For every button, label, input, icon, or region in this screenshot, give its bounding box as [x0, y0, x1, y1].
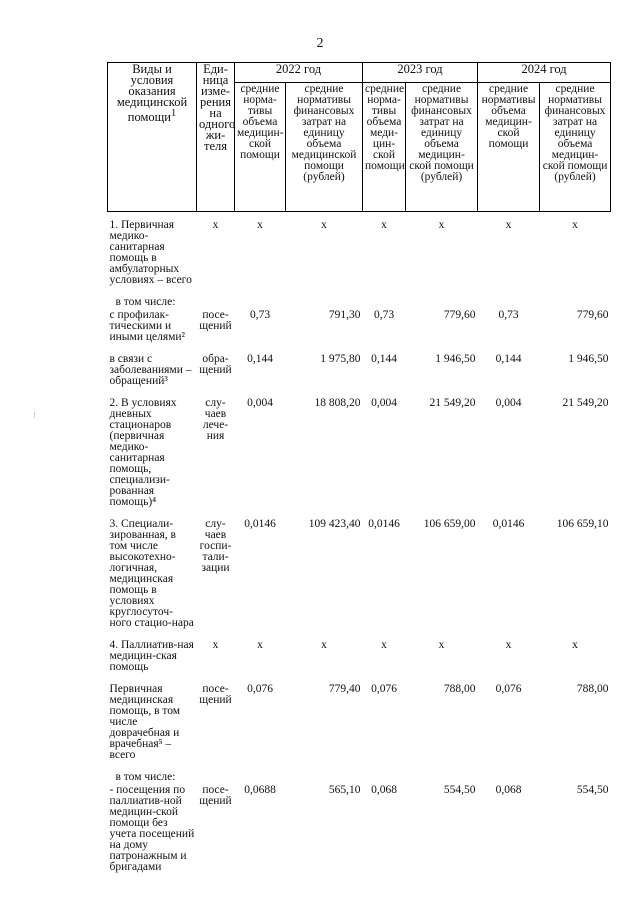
row-v2023: 0,004 — [371, 397, 397, 409]
header-year-2024: 2024 год — [478, 63, 611, 83]
row-v2024: 0,076 — [495, 683, 522, 695]
row-v2024: х — [505, 219, 512, 231]
header-cost-2024: средние нормативы финансовых затрат на единицу объема медицин-ской помощи (рублей) — [540, 83, 611, 212]
row-name: Первичная медицинская помощь, в том числе доврачебная и врачебная⁵ – всего — [109, 683, 181, 761]
row-unit: посе-щений — [199, 683, 232, 706]
row-c2024: 1 946,50 — [568, 353, 609, 365]
row-v2023: 0,0146 — [368, 518, 400, 530]
row-v2022: 0,73 — [249, 309, 271, 321]
row-c2024: 106 659,10 — [556, 518, 609, 530]
table-row — [108, 509, 611, 630]
header-cost-2022: средние нормативы финансовых затрат на единицу объема медицинской помощи (рублей) — [286, 83, 363, 212]
row-c2023: х — [438, 219, 445, 231]
row-c2022: 18 808,20 — [314, 397, 361, 409]
row-c2024: х — [572, 639, 578, 651]
row-name: в том числе: — [115, 296, 176, 308]
row-unit: х — [212, 639, 219, 651]
row-name: 3. Специали-зированная, в том числе высокотехно-логичная, медицинская помощь в условиях круглосуточ-ного стацио-нара — [109, 518, 194, 629]
row-c2022: х — [321, 639, 327, 651]
header-volume-2024: средние нормативы объема медицин-ской помощи — [478, 83, 540, 212]
row-v2023: х — [381, 639, 387, 651]
row-unit: посе-щений — [199, 309, 232, 332]
row-c2023: 554,50 — [443, 784, 476, 796]
row-unit: посе-щений — [199, 784, 232, 807]
row-c2022: 791,30 — [328, 309, 361, 321]
row-unit: слу-чаев лече-ния — [202, 397, 229, 442]
row-v2024: 0,004 — [495, 397, 522, 409]
row-unit: обра-щений — [199, 353, 232, 376]
header-unit: Еди-ница изме-рения на одного жи-теля — [197, 63, 235, 212]
row-name: в связи с заболеваниями – обращений³ — [109, 353, 192, 387]
row-c2022: 109 423,40 — [308, 518, 361, 530]
row-name: 2. В условиях дневных стационаров (первичная медико-санитарная помощь, специализи-рованная помощь)⁴ — [109, 397, 177, 508]
page-number: 2 — [316, 36, 324, 51]
row-name: с профилак-тическими и иными целями² — [109, 309, 186, 343]
table-row — [108, 388, 611, 509]
row-c2022: 1 975,80 — [320, 353, 361, 365]
table-row — [108, 762, 611, 784]
row-name: 4. Паллиатив-ная медицин-ская помощь — [109, 639, 194, 673]
row-c2023: 106 659,00 — [423, 518, 476, 530]
scan-artifact: ⁝ — [33, 410, 36, 420]
header-volume-2022: средние норма-тивы объема медицин-ской помощи — [235, 83, 286, 212]
table-row — [108, 784, 611, 874]
header-year-2023: 2023 год — [363, 63, 478, 83]
row-v2023: 0,73 — [373, 309, 395, 321]
row-v2022: х — [257, 639, 263, 651]
row-v2024: х — [505, 639, 512, 651]
row-name: в том числе: — [115, 771, 176, 783]
row-v2023: 0,144 — [371, 353, 397, 365]
row-v2024: 0,144 — [495, 353, 522, 365]
table-row — [108, 212, 611, 288]
table-row — [108, 309, 611, 344]
norms-table — [107, 62, 611, 874]
row-c2024: 779,60 — [576, 309, 609, 321]
row-c2024: х — [572, 219, 578, 231]
row-c2023: х — [438, 639, 445, 651]
row-v2022: 0,0146 — [244, 518, 276, 530]
header-volume-2023: средние норма-тивы объема меди-цин-ской помощи — [363, 83, 406, 212]
row-v2022: 0,144 — [247, 353, 273, 365]
row-v2024: 0,0146 — [492, 518, 525, 530]
row-name: - посещения по паллиатив-ной медицин-ской помощи без учета посещений на дому патронажным и бригадами — [109, 784, 195, 873]
row-c2023: 788,00 — [443, 683, 476, 695]
row-v2023: 0,076 — [371, 683, 397, 695]
header-year-2022: 2022 год — [235, 63, 363, 83]
row-name: 1. Первичная медико-санитарная помощь в амбулаторных условиях – всего — [109, 219, 192, 286]
table-row — [108, 630, 611, 674]
row-c2022: 565,10 — [328, 784, 361, 796]
row-c2024: 554,50 — [576, 784, 609, 796]
header-kind: Виды и условия оказания медицинской помощи$^1$ — [108, 63, 197, 212]
row-c2022: х — [321, 219, 327, 231]
row-unit: слу-чаев госпи-тали-зации — [199, 518, 232, 574]
row-v2023: х — [381, 219, 387, 231]
row-v2024: 0,068 — [495, 784, 522, 796]
row-c2024: 788,00 — [576, 683, 609, 695]
row-c2023: 21 549,20 — [429, 397, 476, 409]
row-c2022: 779,40 — [328, 683, 361, 695]
table-row — [108, 344, 611, 388]
row-v2022: 0,0688 — [244, 784, 276, 796]
row-v2023: 0,068 — [371, 784, 397, 796]
row-v2022: 0,076 — [247, 683, 273, 695]
table-row — [108, 674, 611, 762]
row-c2024: 21 549,20 — [562, 397, 609, 409]
row-unit: х — [212, 219, 219, 231]
row-c2023: 1 946,50 — [435, 353, 476, 365]
table-row — [108, 287, 611, 309]
row-v2022: 0,004 — [247, 397, 273, 409]
row-v2024: 0,73 — [498, 309, 519, 321]
header-cost-2023: средние нормативы финансовых затрат на единицу объема медицин-ской помощи (рублей) — [406, 83, 478, 212]
row-v2022: х — [257, 219, 263, 231]
row-c2023: 779,60 — [443, 309, 476, 321]
